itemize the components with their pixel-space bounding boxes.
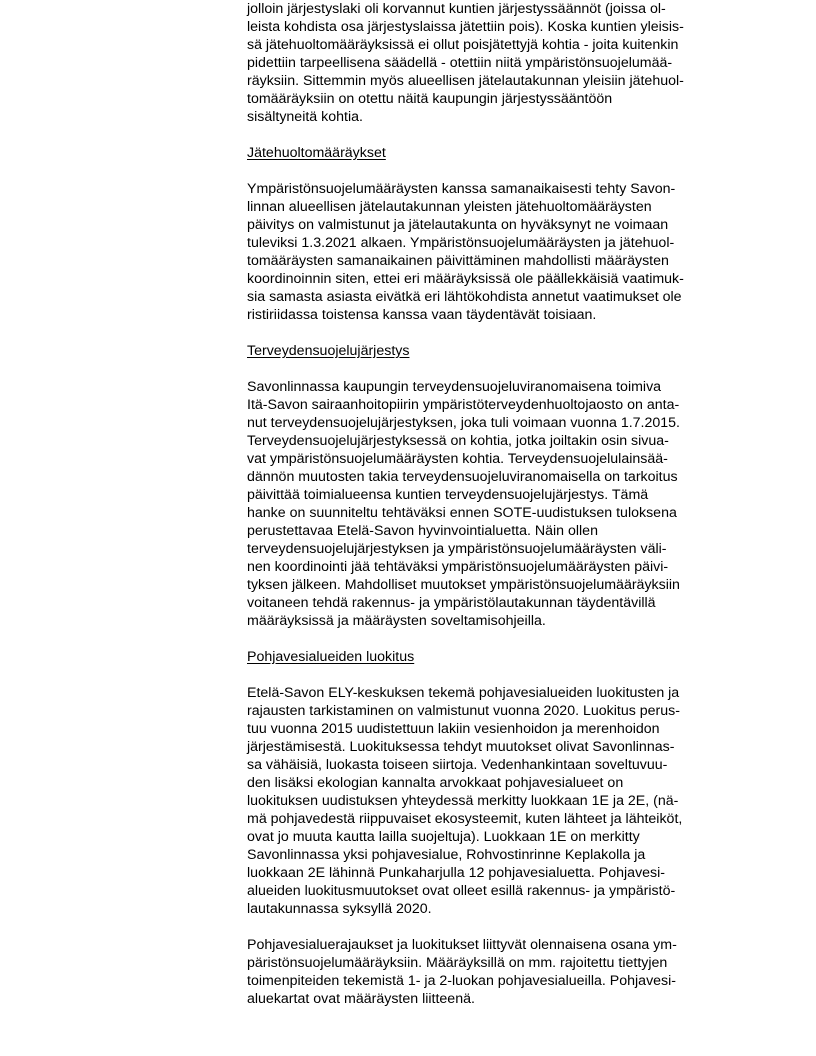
text-line: ovat jo muuta kautta lailla suojeltuja). Luokkaan 1E on merkitty — [247, 829, 640, 845]
paragraph — [247, 936, 747, 1008]
text-line: päivittää toimialueensa kuntien terveydensuojelujärjestys. Tämä — [247, 487, 649, 503]
text-line: tyksen jälkeen. Mahdolliset muutokset ympäristönsuojelumääräyksiin — [247, 577, 680, 593]
text-line: jolloin järjestyslaki oli korvannut kuntien järjestyssäännöt (joissa ol- — [247, 1, 666, 17]
text-line: nut terveydensuojelujärjestyksen, joka tuli voimaan vuonna 1.7.2015. — [247, 415, 680, 431]
text-line: päristönsuojelumääräyksiin. Määräyksillä on mm. rajoitettu tiettyjen — [247, 955, 668, 971]
document-page — [247, 0, 747, 1008]
text-line: terveydensuojelujärjestyksen ja ympäristönsuojelumääräysten väli- — [247, 541, 667, 557]
text-line: aluekartat ovat määräysten liitteenä. — [247, 991, 475, 1007]
text-line: päivitys on valmistunut ja jätelautakunta on hyväksynyt ne voimaan — [247, 217, 669, 233]
text-line: mä pohjavedestä riippuvaiset ekosysteemit, kuten lähteet ja lähteiköt, — [247, 811, 683, 827]
section-heading: Pohjavesialueiden luokitus — [247, 649, 415, 665]
paragraph — [247, 0, 747, 126]
section-heading: Jätehuoltomääräykset — [247, 145, 386, 161]
paragraph-gap — [247, 630, 747, 648]
text-line: rajausten tarkistaminen on valmistunut vuonna 2020. Luokitus perus- — [247, 703, 680, 719]
text-line: perustettavaa Etelä-Savon hyvinvointialuetta. Näin ollen — [247, 523, 598, 539]
text-line: luokituksen uudistuksen yhteydessä merkitty luokkaan 1E ja 2E, (nä- — [247, 793, 679, 809]
paragraph-gap — [247, 666, 747, 684]
paragraph-gap — [247, 918, 747, 936]
text-line: sisältyneitä kohtia. — [247, 109, 363, 125]
text-line: luokkaan 2E lähinnä Punkaharjulla 12 pohjavesialuetta. Pohjavesi- — [247, 865, 666, 881]
paragraph-gap — [247, 324, 747, 342]
paragraph — [247, 180, 747, 324]
text-line: sia samasta asiasta eivätkä eri lähtökohdista annetut vaatimukset ole — [247, 289, 682, 305]
text-line: linnan alueellisen jätelautakunnan yleisten jätehuoltomääräysten — [247, 199, 652, 215]
text-line: Pohjavesialuerajaukset ja luokitukset liittyvät olennaisena osana ym- — [247, 937, 677, 953]
paragraph — [247, 378, 747, 630]
text-line: Terveydensuojelujärjestyksessä on kohtia, jotka joiltakin osin sivua- — [247, 433, 669, 449]
text-line: alueiden luokitusmuutokset ovat olleet esillä rakennus- ja ympäristö- — [247, 883, 676, 899]
text-line: vat ympäristönsuojelumääräysten kohtia. Terveydensuojelulainsää- — [247, 451, 668, 467]
text-line: voitaneen tehdä rakennus- ja ympäristölautakunnan täydentävillä — [247, 595, 656, 611]
text-line: sä jätehuoltomääräyksissä ei ollut poisjätettyjä kohtia - joita kuitenkin — [247, 37, 679, 53]
text-line: ristiriidassa toistensa kanssa vaan täydentävät toisiaan. — [247, 307, 597, 323]
text-line: den lisäksi ekologian kannalta arvokkaat pohjavesialueet on — [247, 775, 624, 791]
text-line: määräyksissä ja määräysten soveltamisohjeilla. — [247, 613, 546, 629]
text-line: Savonlinnassa kaupungin terveydensuojeluviranomaisena toimiva — [247, 379, 662, 395]
text-line: sa vähäisiä, luokasta toiseen siirtoja. Vedenhankintaan soveltuvuu- — [247, 757, 668, 773]
text-line: järjestämisestä. Luokituksessa tehdyt muutokset olivat Savonlinnas- — [247, 739, 675, 755]
paragraph — [247, 684, 747, 918]
text-line: lautakunnassa syksyllä 2020. — [247, 901, 432, 917]
text-line: dännön muutosten takia terveydensuojeluviranomaisella on tarkoitus — [247, 469, 678, 485]
text-line: tuu vuonna 2015 uudistettuun lakiin vesienhoidon ja merenhoidon — [247, 721, 660, 737]
text-line: Etelä-Savon ELY-keskuksen tekemä pohjavesialueiden luokitusten ja — [247, 685, 680, 701]
text-line: tuleviksi 1.3.2021 alkaen. Ympäristönsuojelumääräysten ja jätehuol- — [247, 235, 675, 251]
text-line: leista kohdista osa järjestyslaissa jätettiin pois). Koska kuntien yleisis- — [247, 19, 684, 35]
text-line: koordinoinnin siten, ettei eri määräyksissä ole päällekkäisiä vaatimuk- — [247, 271, 684, 287]
text-line: räyksiin. Sittemmin myös alueellisen jätelautakunnan yleisiin jätehuol- — [247, 73, 684, 89]
text-line: hanke on suunniteltu tehtäväksi ennen SOTE-uudistuksen tuloksena — [247, 505, 677, 521]
section-heading: Terveydensuojelujärjestys — [247, 343, 410, 359]
paragraph-gap — [247, 360, 747, 378]
text-line: Savonlinnassa yksi pohjavesialue, Rohvostinrinne Keplakolla ja — [247, 847, 646, 863]
text-line: toimenpiteiden tekemistä 1- ja 2-luokan pohjavesialueilla. Pohjavesi- — [247, 973, 677, 989]
text-line: pidettiin tarpeellisena säädellä - otettiin niitä ympäristönsuojelumää- — [247, 55, 673, 71]
paragraph-gap — [247, 162, 747, 180]
text-line: tomääräyksiin on otettu näitä kaupungin järjestyssääntöön — [247, 91, 613, 107]
text-line: Itä-Savon sairaanhoitopiirin ympäristöterveydenhuoltojaosto on anta- — [247, 397, 680, 413]
text-line: Ympäristönsuojelumääräysten kanssa samanaikaisesti tehty Savon- — [247, 181, 676, 197]
text-line: nen koordinointi jää tehtäväksi ympäristönsuojelumääräysten päivi- — [247, 559, 669, 575]
paragraph-gap — [247, 126, 747, 144]
text-line: tomääräysten samanaikainen päivittäminen mahdollisti määräysten — [247, 253, 669, 269]
